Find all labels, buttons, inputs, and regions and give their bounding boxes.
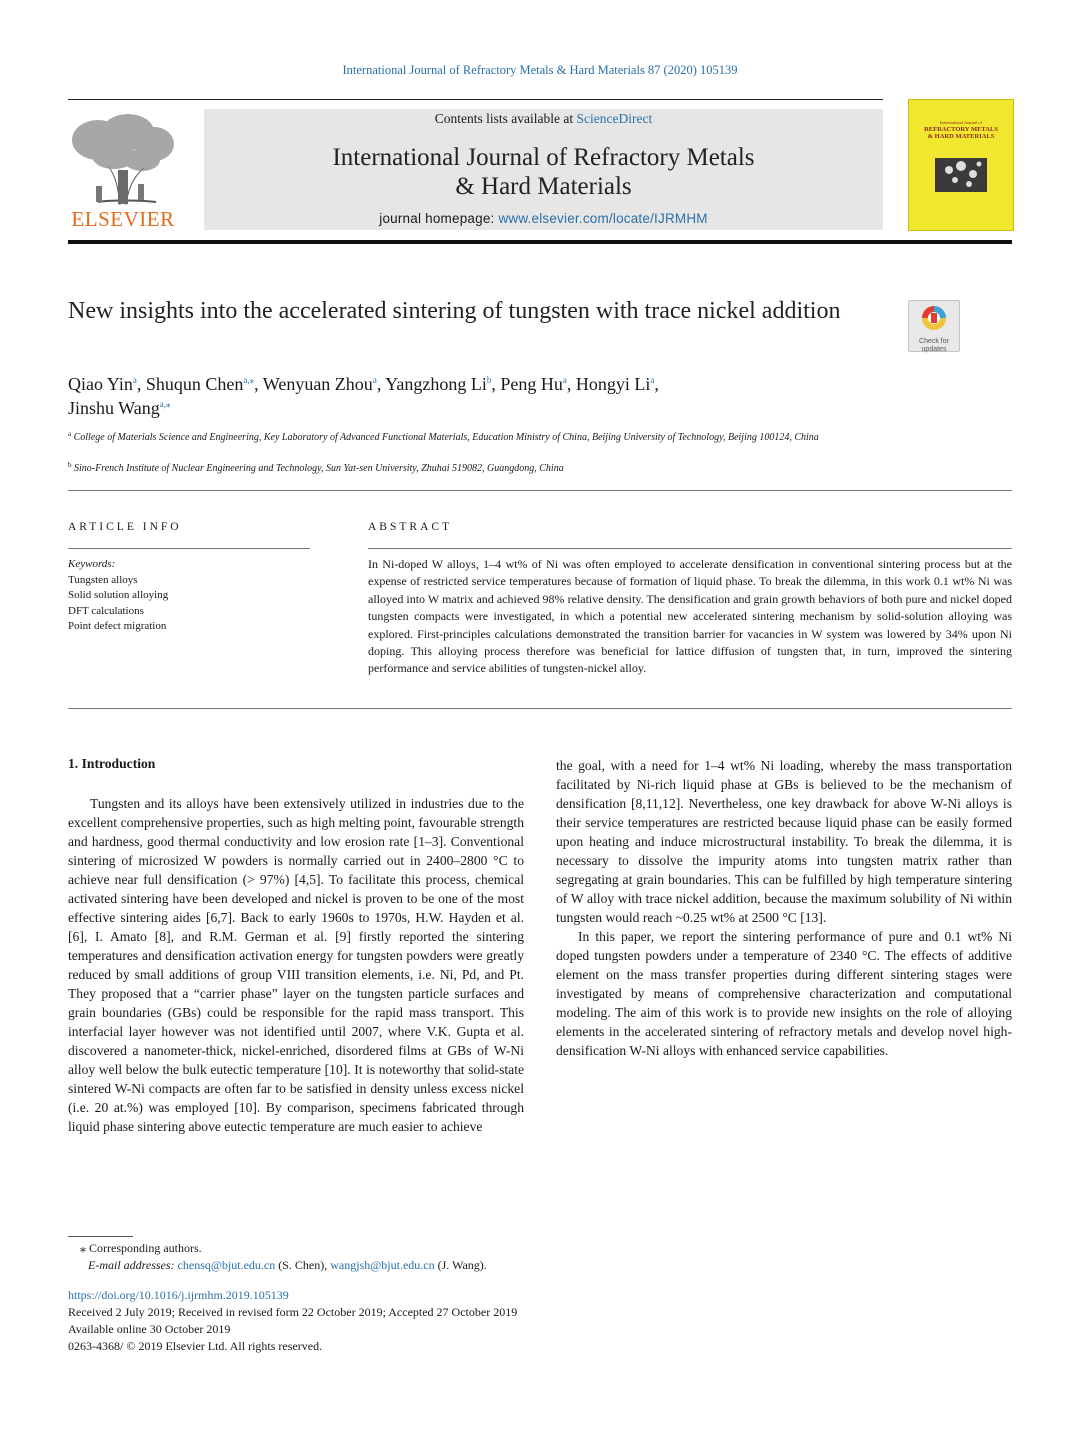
article-title: New insights into the accelerated sintering of tungsten with trace nickel addition — [68, 298, 841, 324]
author[interactable]: Wenyuan Zhou$^a$ — [262, 374, 377, 394]
keyword: Solid solution alloying — [68, 589, 169, 601]
homepage-link[interactable]: www.elsevier.com/locate/IJRMHM — [498, 211, 708, 226]
abstract-rule — [368, 548, 1012, 549]
article-info-heading: ARTICLE INFO — [68, 521, 182, 533]
keywords-label: Keywords: — [68, 558, 116, 570]
corresponding-note: ⁎ Corresponding authors. — [80, 1241, 202, 1255]
keyword: Tungsten alloys — [68, 573, 138, 586]
article-info-rule — [68, 548, 310, 549]
cover-line3: & HARD MATERIALS — [927, 133, 995, 140]
body-column-left — [68, 794, 524, 1136]
journal-masthead — [204, 109, 883, 230]
keywords-block — [68, 557, 308, 635]
homepage-line — [204, 211, 883, 226]
affiliation-rule — [68, 490, 1012, 491]
paragraph: Tungsten and its alloys have been extensively utilized in industries due to the excellent comprehensive properties, such as high melting point, favourable strength and hardness, good thermal conductivity and low erosion rate [1–3]. Conventional sintering of microsized W powders is normally carried out in 2400–2800 °C to achieve near full densification (> 97%) [4,5]. To facilitate this process, chemical activated sintering have been developed and nickel is proven to be one of the most effective sintering aides [6,7]. Back to early 1960s to 1970s, H.W. Hayden et al. [6], I. Amato [8], and R.M. German et al. [9] firstly reported the sintering temperatures and densification activation energy for tungsten powders were greatly reduced by small additions of group VIII transition elements, i.e. Ni, Pd, and Pt. They proposed that a “carrier phase” layer on the tungsten particle surfaces and grain boundaries (GBs) could be responsible for the rapid mass transport. This interfacial layer however was not identified until 2007, where V.K. Gupta et al. discovered a nanometer-thick, nickel-enriched, disordered films at GBs of W-Ni alloy well below the bulk eutectic temperature [10]. It is noteworthy that solid-state sintered W-Ni compacts are often far to be satisfied in density unless excess nickel (i.e. 20 at.%) was employed [10]. By comparison, specimens fabricated through liquid phase sintering above eutectic temperature are much easier to achieve — [68, 796, 524, 1134]
header-rule — [68, 99, 883, 100]
crossmark-line2: updates — [921, 346, 947, 353]
email-link-wang[interactable]: wangjsh@bjut.edu.cn — [330, 1258, 435, 1272]
body-column-right — [556, 756, 1012, 1060]
cover-line1: International Journal of — [939, 120, 983, 125]
copyright: 0263-4368/ © 2019 Elsevier Ltd. All rights reserved. — [68, 1339, 323, 1353]
affiliation-b: $^b$ Sino-French Institute of Nuclear Engineering and Technology, Sun Yat-sen University, Zhuhai 519082, Guangdong, China — [68, 461, 564, 474]
received-dates: Received 2 July 2019; Received in revised form 22 October 2019; Accepted 27 October 2019 — [68, 1305, 518, 1319]
doi-link[interactable]: https://doi.org/10.1016/j.ijrmhm.2019.105139 — [68, 1288, 289, 1302]
paragraph: In this paper, we report the sintering performance of pure and 0.1 wt% Ni doped tungsten powders under a temperature of 2340 °C. The effects of additive element on the mass transfer properties during different sintering stages were investigated by means of comprehensive characterization and computational modeling. The aim of this work is to provide new insights on the role of alloying elements in the accelerated sintering of refractory metals and develop novel high-densification W-Ni alloys with enhanced service capabilities. — [556, 929, 1012, 1058]
homepage-prefix: journal homepage: — [379, 211, 499, 226]
sciencedirect-link[interactable]: ScienceDirect — [576, 111, 653, 126]
check-for-updates-button[interactable] — [908, 300, 960, 352]
affiliation-a: $^a$ College of Materials Science and Engineering, Key Laboratory of Advanced Functional Materials, Education Ministry of China, Beijing University of Technology, Beijing 100124, China — [68, 430, 819, 443]
elsevier-wordmark: ELSEVIER — [71, 207, 175, 231]
running-head[interactable]: International Journal of Refractory Metals & Hard Materials 87 (2020) 105139 — [342, 63, 738, 77]
available-online: Available online 30 October 2019 — [68, 1322, 231, 1336]
author[interactable]: Jinshu Wang$^{a,⁎}$ — [68, 398, 171, 418]
author[interactable]: Hongyi Li$^a$ — [575, 374, 655, 394]
journal-title-line2: & Hard Materials — [455, 173, 632, 200]
keyword: Point defect migration — [68, 620, 167, 632]
paragraph: the goal, with a need for 1–4 wt% Ni loading, whereby the mass transportation facilitated by Ni-rich liquid phase at GBs is believed to be the mechanism of densification [8,11,12]. Nevertheless, one key drawback for above W-Ni alloys is their service temperatures are restricted because liquid phase can be easily formed upon heating and induce microstructural instability. To break the dilemma, it is necessary to dissolve the impurity atoms into tungsten matrix rather than segregating at grain boundaries. This can be fulfilled by high temperature sintering of W alloy with trace nickel addition, because the maximum solubility of Ni within tungsten would reach ~0.25 wt% at 2500 °C [13]. — [556, 758, 1012, 925]
journal-title — [204, 143, 883, 201]
author-list: Qiao Yin$^a$, Shuqun Chen$^{a,⁎}$, Wenyuan Zhou$^a$, Yangzhong Li$^b$, Peng Hu$^a$, Hongyi Li$^a$, Jinshu Wang$^{a,⁎}$ — [68, 374, 659, 418]
cover-line2: REFRACTORY METALS — [924, 126, 998, 133]
author[interactable]: Peng Hu$^a$ — [500, 374, 567, 394]
elsevier-logo — [68, 110, 178, 232]
author[interactable]: Shuqun Chen$^{a,⁎}$ — [145, 374, 255, 394]
abstract-bottom-rule — [68, 708, 1012, 709]
journal-title-line1: International Journal of Refractory Metals — [332, 144, 755, 171]
abstract-text: In Ni-doped W alloys, 1–4 wt% of Ni was often employed to accelerate densification in conventional sintering process but at the expense of restricted service temperatures because of formation of liquid phase. To break the dilemma, in this work 0.1 wt% Ni was alloyed into W matrix and achieved 98% relative density. The densification and grain growth behaviors of both pure and nickel doped tungsten compacts were investigated, in which a potential new accelerated sintering mechanism by solid-solution alloying was explored. First-principles calculations demonstrated the transition barrier for vacancies in W system was lowered by 34% upon Ni doping. This alloying process therefore was beneficial for lattice diffusion of tungsten that, in turn, improved the sintering performance and service abilities of tungsten-nickel alloy. — [368, 557, 1012, 676]
author[interactable]: Yangzhong Li$^b$ — [385, 374, 492, 394]
keyword: DFT calculations — [68, 604, 144, 617]
masthead-rule — [68, 240, 1012, 244]
contents-prefix: Contents lists available at — [434, 111, 577, 126]
author[interactable]: Qiao Yin$^a$ — [68, 374, 137, 394]
crossmark-line1: Check for — [919, 338, 949, 345]
email-link-chen[interactable]: chensq@bjut.edu.cn — [177, 1258, 276, 1272]
email-line: E-mail addresses: chensq@bjut.edu.cn (S. Chen), wangjsh@bjut.edu.cn (J. Wang). — [88, 1258, 487, 1272]
affiliation-text: Sino-French Institute of Nuclear Engineering and Technology, Sun Yat-sen University, Zhuhai 519082, Guangdong, China — [74, 463, 564, 474]
contents-line — [204, 111, 883, 127]
cover-image-icon — [909, 100, 1013, 230]
journal-cover[interactable] — [908, 99, 1014, 231]
section-heading: 1. Introduction — [68, 756, 156, 771]
abstract-heading: ABSTRACT — [368, 521, 453, 533]
crossmark-icon — [909, 301, 959, 333]
email-label: E-mail addresses: — [88, 1258, 178, 1272]
footnote-rule — [68, 1236, 133, 1237]
affiliation-text: College of Materials Science and Engineering, Key Laboratory of Advanced Functional Materials, Education Ministry of China, Beijing University of Technology, Beijing 100124, China — [73, 432, 819, 443]
